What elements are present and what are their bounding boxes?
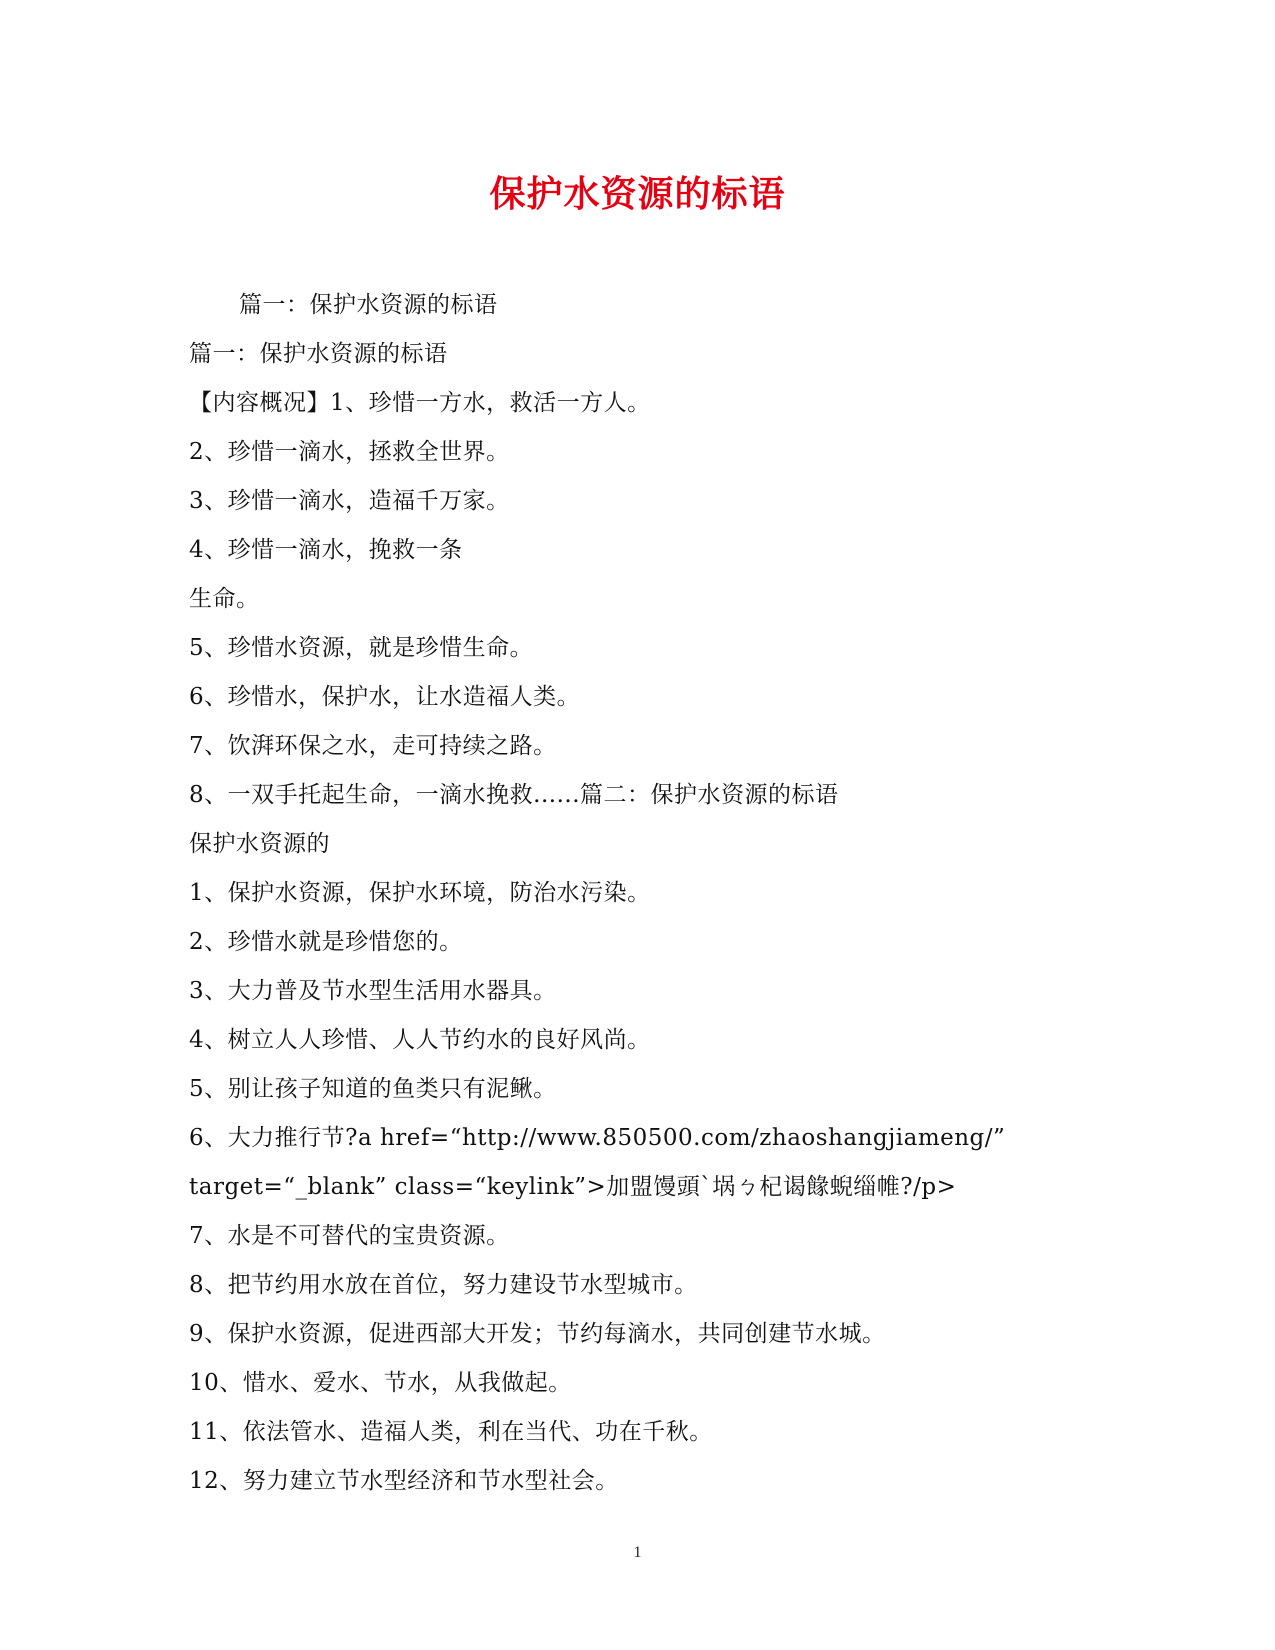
text-line: 6、大力推行节?a href=“http://www.850500.com/zhaoshangjiameng/” [189, 1125, 1006, 1151]
text-line: 1、保护水资源，保护水环境，防治水污染。 [189, 880, 651, 906]
text-line: 9、保护水资源，促进西部大开发；节约每滴水，共同创建节水城。 [189, 1321, 886, 1347]
text-line: target=“_blank” class=“keylink”>加盟馒頭ˋ埚ㄅ杞谒餯蜺缁帷?/p> [189, 1174, 957, 1200]
section-heading: 篇一：保护水资源的标语 [239, 292, 498, 318]
text-line: 生命。 [189, 586, 260, 612]
text-line: 8、把节约用水放在首位，努力建设节水型城市。 [189, 1272, 698, 1298]
text-line: 12、努力建立节水型经济和节水型社会。 [189, 1468, 619, 1494]
text-line: 2、珍惜一滴水，拯救全世界。 [189, 439, 510, 465]
text-line: 3、大力普及节水型生活用水器具。 [189, 978, 557, 1004]
text-line: 篇一：保护水资源的标语 [189, 341, 448, 367]
text-line: 2、珍惜水就是珍惜您的。 [189, 929, 463, 955]
text-line: 【内容概况】1、珍惜一方水，救活一方人。 [189, 390, 651, 416]
text-line: 10、惜水、爱水、节水，从我做起。 [189, 1370, 572, 1396]
text-line: 4、珍惜一滴水，挽救一条 [189, 537, 463, 563]
text-line: 11、依法管水、造福人类，利在当代、功在千秋。 [189, 1419, 713, 1445]
text-line: 7、饮湃环保之水，走可持续之路。 [189, 733, 557, 759]
text-line: 4、树立人人珍惜、人人节约水的良好风尚。 [189, 1027, 651, 1053]
text-line: 8、一双手托起生命，一滴水挽救......篇二：保护水资源的标语 [189, 782, 839, 808]
document-body [189, 281, 1089, 1506]
text-line: 保护水资源的 [189, 831, 330, 857]
text-line: 7、水是不可替代的宝贵资源。 [189, 1223, 510, 1249]
text-line: 5、别让孩子知道的鱼类只有泥鳅。 [189, 1076, 557, 1102]
text-line: 6、珍惜水，保护水，让水造福人类。 [189, 684, 581, 710]
text-line: 5、珍惜水资源，就是珍惜生命。 [189, 635, 534, 661]
page-number: 1 [633, 1544, 642, 1561]
text-line: 3、珍惜一滴水，造福千万家。 [189, 488, 510, 514]
page-title: 保护水资源的标语 [489, 173, 786, 215]
